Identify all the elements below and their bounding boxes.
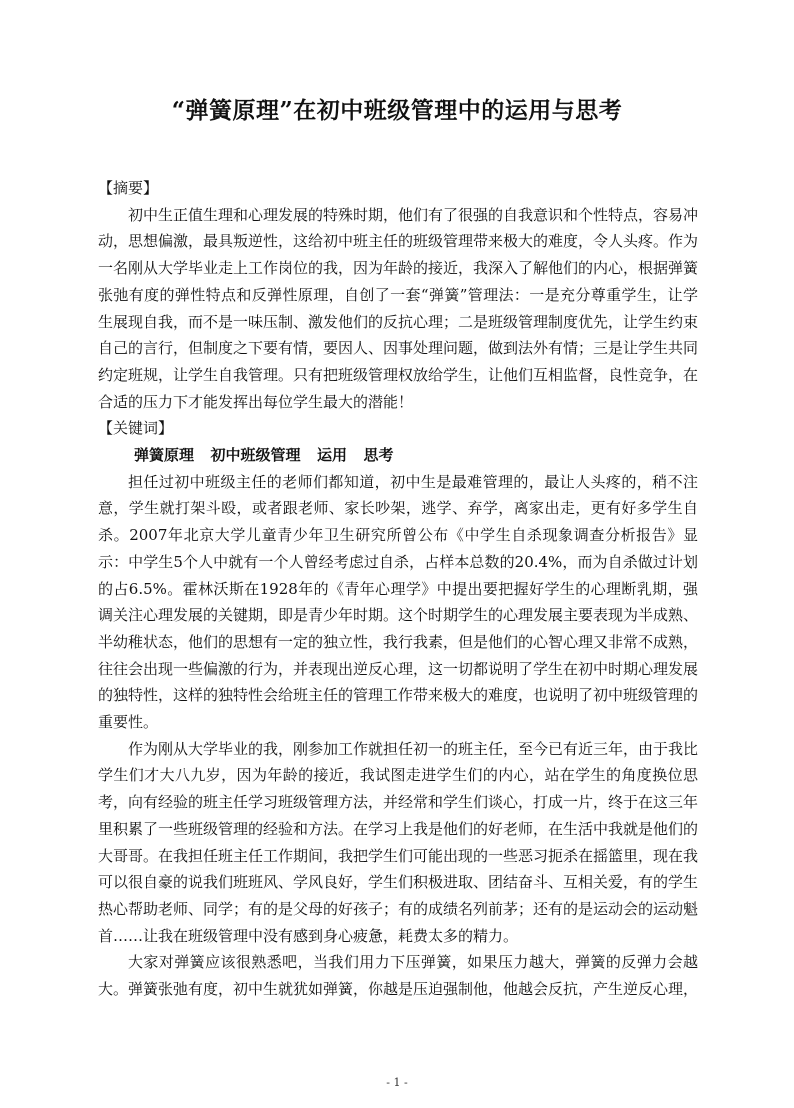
- body-paragraph: 作为刚从大学毕业的我，刚参加工作就担任初一的班主任，至今已有近三年，由于我比学生们才大八九岁，因为年龄的接近，我试图走进学生们的内心，站在学生的角度换位思考，向有经验的班主任学习班级管理方法，并经常和学生们谈心，打成一片，终于在这三年里积累了一些班级管理的经验和方法。在学习上我是他们的好老师，在生活中我就是他们的大哥哥。在我担任班主任工作期间，我把学生们可能出现的一些恶习扼杀在摇篮里，现在我可以很自豪的说我们班班风、学风良好，学生们积极进取、团结奋斗、互相关爱，有的学生热心帮助老师、同学；有的是父母的好孩子；有的成绩名列前茅；还有的是运动会的运动魁首……让我在班级管理中没有感到身心疲惫，耗费太多的精力。: [98, 739, 699, 945]
- keywords-line: [98, 442, 698, 469]
- keywords-label: 【关键词】: [98, 419, 174, 438]
- body-paragraph: 担任过初中班级主任的老师们都知道，初中生是最难管理的，最让人头疼的，稍不注意，学生就打架斗殴，或者跟老师、家长吵架，逃学、弃学，离家出走，更有好多学生自杀。2007年北京大学儿童青少年卫生研究所曾公布《中学生自杀现象调查分析报告》显示：中学生5个人中就有一个人曾经考虑过自杀，占样本总数的20.4%，而为自杀做过计划的占6.5%。霍林沃斯在1928年的《青年心理学》中提出要把握好学生的心理断乳期，强调关注心理发展的关键期，即是青少年时期。这个时期学生的心理发展主要表现为半成熟、半幼稚状态，他们的思想有一定的独立性，我行我素，但是他们的心智心理又非常不成熟，往往会出现一些偏激的行为，并表现出逆反心理，这一切都说明了学生在初中时期心理发展的独特性，这样的独特性会给班主任的管理工作带来极大的难度，也说明了初中班级管理的重要性。: [98, 472, 699, 732]
- abstract-paragraph: 初中生正值生理和心理发展的特殊时期，他们有了很强的自我意识和个性特点，容易冲动，思想偏激，最具叛逆性，这给初中班主任的班级管理带来极大的难度，令人头疼。作为一名刚从大学毕业走上工作岗位的我，因为年龄的接近，我深入了解他们的内心，根据弹簧张弛有度的弹性特点和反弹性原理，自创了一套“弹簧”管理法：一是充分尊重学生，让学生展现自我，而不是一味压制、激发他们的反抗心理；二是班级管理制度优先，让学生约束自己的言行，但制度之下要有情，要因人、因事处理问题，做到法外有情；三是让学生共同约定班规，让学生自我管理。只有把班级管理权放给学生，让他们互相监督，良性竞争，在合适的压力下才能发挥出每位学生最大的潜能！: [98, 205, 699, 411]
- keyword: 思考: [363, 446, 394, 465]
- page-number: - 1 -: [386, 1076, 408, 1089]
- body-paragraph: 大家对弹簧应该很熟悉吧，当我们用力下压弹簧，如果压力越大，弹簧的反弹力会越大。弹簧张弛有度，初中生就犹如弹簧，你越是压迫强制他，他越会反抗，产生逆反心理，: [98, 953, 699, 999]
- abstract-label: 【摘要】: [98, 179, 159, 197]
- keyword: 初中班级管理: [210, 446, 301, 465]
- keyword: 运用: [317, 446, 348, 465]
- document-body: [98, 175, 698, 1003]
- document-title: “弹簧原理”在初中班级管理中的运用与思考: [171, 97, 623, 124]
- keyword: 弹簧原理: [134, 446, 195, 465]
